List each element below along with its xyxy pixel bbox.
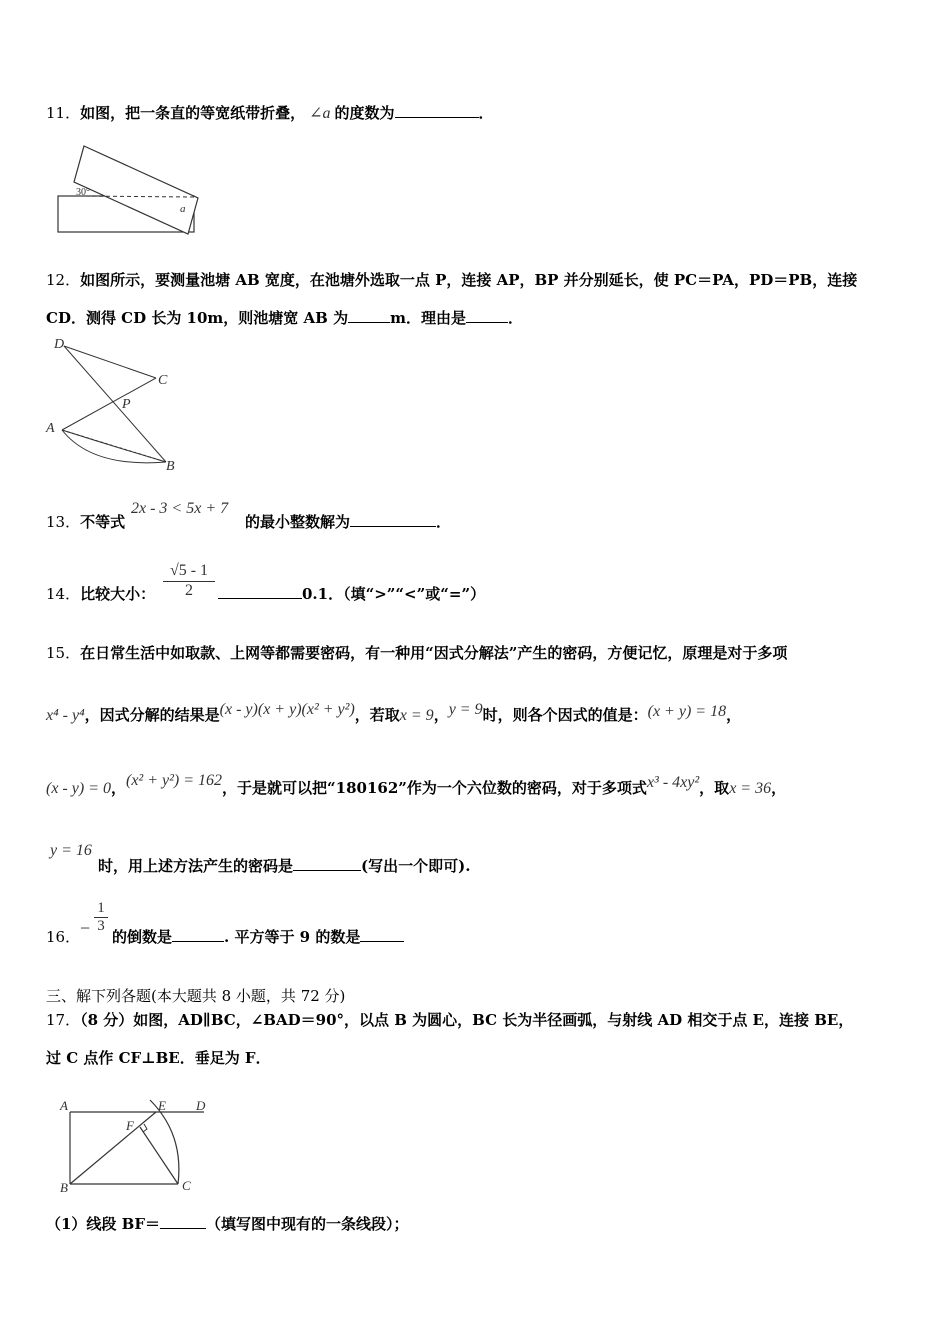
q13-stem-b <box>245 512 451 532</box>
q17-sub1-text-a: （1）线段 BF＝ <box>46 1215 160 1233</box>
q12-line1 <box>46 270 857 290</box>
q15-answer-blank[interactable] <box>293 856 361 871</box>
q15-t6: ， <box>110 779 126 797</box>
q17-text-1: （8 分）如图，AD∥BC，∠BAD＝90°，以点 B 为圆心，BC 长为半径画弧，与射线 AD 相交于点 E，连接 BE， <box>80 1011 854 1029</box>
q11-figure <box>56 142 206 236</box>
q15-poly-2: x³ - 4xy² <box>646 774 700 791</box>
q15-t11: (写出一个即可). <box>361 857 471 875</box>
q12-text-1: 如图所示，要测量池塘 AB 宽度，在池塘外选取一点 P，连接 AP，BP 并分别延长，使 PC＝PA，PD＝PB，连接 <box>80 271 858 289</box>
q17-figure <box>56 1094 216 1198</box>
q14-number: 14． <box>46 585 81 603</box>
q14-answer-blank[interactable] <box>218 584 302 599</box>
q15-t9: ， <box>771 779 787 797</box>
q17-label-A: A <box>60 1098 68 1113</box>
q16-answer-blank-1[interactable] <box>172 927 224 942</box>
q11-number: 11． <box>46 104 81 122</box>
q16-text-a: 的倒数是 <box>112 928 173 946</box>
q15-text-1: 在日常生活中如取款、上网等都需要密码，有一种用“因式分解法”产生的密码，方便记忆，原理是对于多项 <box>80 644 788 662</box>
q14-fraction <box>163 562 215 600</box>
q15-t4: 时，则各个因式的值是： <box>482 706 648 724</box>
q12-figure <box>42 334 192 478</box>
q15-t7: ，于是就可以把“180162”作为一个六位数的密码，对于多项式 <box>222 779 647 797</box>
q13-answer-blank[interactable] <box>350 512 436 527</box>
q17-line2 <box>46 1048 271 1068</box>
q11-answer-blank[interactable] <box>395 103 479 118</box>
q17-line1 <box>46 1010 853 1030</box>
q15-factored: (x - y)(x + y)(x² + y²) <box>219 701 355 718</box>
q16-minus-sign: − <box>80 918 91 938</box>
q15-t1: ，因式分解的结果是 <box>84 706 220 724</box>
q17-number: 17． <box>46 1011 81 1029</box>
q15-number: 15． <box>46 644 81 662</box>
q14-fraction-numerator: √5 - 1 <box>163 562 215 582</box>
q15-line4 <box>98 856 470 876</box>
q14-stem-b <box>218 584 485 604</box>
q12-label-A: A <box>46 421 55 436</box>
q17-label-D: D <box>196 1098 206 1113</box>
q12-label-B: B <box>166 459 175 474</box>
q11-angle-30-label: 30° <box>76 187 90 198</box>
q16-answer-blank-2[interactable] <box>360 927 404 942</box>
q13-inequality: 2x - 3 < 5x + 7 <box>131 500 229 517</box>
q16-text-b: . 平方等于 9 的数是 <box>224 928 361 946</box>
q17-sub1-answer-blank[interactable] <box>160 1214 206 1229</box>
q15-t2: ，若取 <box>354 706 400 724</box>
q11-text-b: 的度数为 <box>334 104 395 122</box>
q15-poly: x⁴ - y⁴ <box>46 707 85 724</box>
q17-label-F: F <box>126 1118 134 1133</box>
q17-label-B: B <box>60 1180 68 1195</box>
q11-angle: ∠a <box>309 105 331 122</box>
q15-y-value: y = 9 <box>448 701 483 718</box>
q15-line3 <box>46 772 787 799</box>
q17-label-E: E <box>158 1098 166 1113</box>
q11-stem <box>46 103 494 124</box>
q11-alpha-label: a <box>180 203 186 215</box>
q15-factor-2: (x - y) = 0 <box>46 780 111 797</box>
q15-t5: ， <box>726 706 742 724</box>
q13-text-b: 的最小整数解为 <box>245 513 351 531</box>
q16-number: 16． <box>46 928 81 946</box>
q15-y2: y = 16 <box>50 842 92 859</box>
q13-number: 13． <box>46 513 81 531</box>
q13-period: ． <box>436 513 452 531</box>
section-3-heading: 三、解下列各题(本大题共 8 小题，共 72 分) <box>46 987 346 1005</box>
q15-t3: ， <box>433 706 449 724</box>
q12-label-D: D <box>54 337 65 352</box>
q15-factor-1: (x + y) = 18 <box>647 703 727 720</box>
q12-segment-CA <box>62 378 156 430</box>
q14-stem <box>46 584 155 604</box>
q12-answer-blank-2[interactable] <box>466 308 508 323</box>
q17-label-C: C <box>182 1178 191 1193</box>
q15-factor-3: (x² + y²) = 162 <box>126 772 223 789</box>
q12-label-C: C <box>158 373 168 388</box>
q13-stem <box>46 512 125 532</box>
q17-text-2: 过 C 点作 CF⊥BE．垂足为 F． <box>46 1049 271 1067</box>
q17-sub1 <box>46 1214 409 1234</box>
q11-text: 如图，把一条直的等宽纸带折叠， <box>80 104 306 122</box>
q16-fraction-denominator: 3 <box>97 918 105 934</box>
q12-text-2b: m．理由是 <box>390 309 466 327</box>
q15-line2 <box>46 701 742 726</box>
q16-fraction <box>94 900 108 935</box>
q17-segment-CF <box>140 1127 178 1184</box>
q16-number-wrap <box>46 927 80 947</box>
q16-stem <box>112 927 404 947</box>
q12-text-2a: CD．测得 CD 长为 10m，则池塘宽 AB 为 <box>46 309 349 327</box>
q11-strip-folded <box>74 146 198 234</box>
q12-answer-blank-1[interactable] <box>348 308 390 323</box>
q12-number: 12． <box>46 271 81 289</box>
q14-text-b: 0.1．（填“>”“<”或“=”） <box>302 585 486 603</box>
q15-x-value: x = 9 <box>399 707 434 724</box>
q17-right-angle-mark <box>143 1124 147 1132</box>
q12-line2 <box>46 308 523 328</box>
q15-t10: 时，用上述方法产生的密码是 <box>98 857 294 875</box>
q15-x2: x = 36 <box>729 780 772 797</box>
q13-text-a: 不等式 <box>80 513 126 531</box>
q14-fraction-denominator: 2 <box>185 582 193 599</box>
q15-line1 <box>46 643 787 663</box>
q12-label-P: P <box>122 397 131 412</box>
q17-segment-BE <box>70 1112 156 1184</box>
q17-sub1-text-b: （填写图中现有的一条线段）； <box>206 1215 409 1233</box>
q12-period: ． <box>507 309 523 327</box>
q16-fraction-numerator: 1 <box>94 900 108 918</box>
q15-t8: ，取 <box>699 779 730 797</box>
q11-period: ． <box>478 104 494 122</box>
q14-text-a: 比较大小： <box>80 585 156 603</box>
